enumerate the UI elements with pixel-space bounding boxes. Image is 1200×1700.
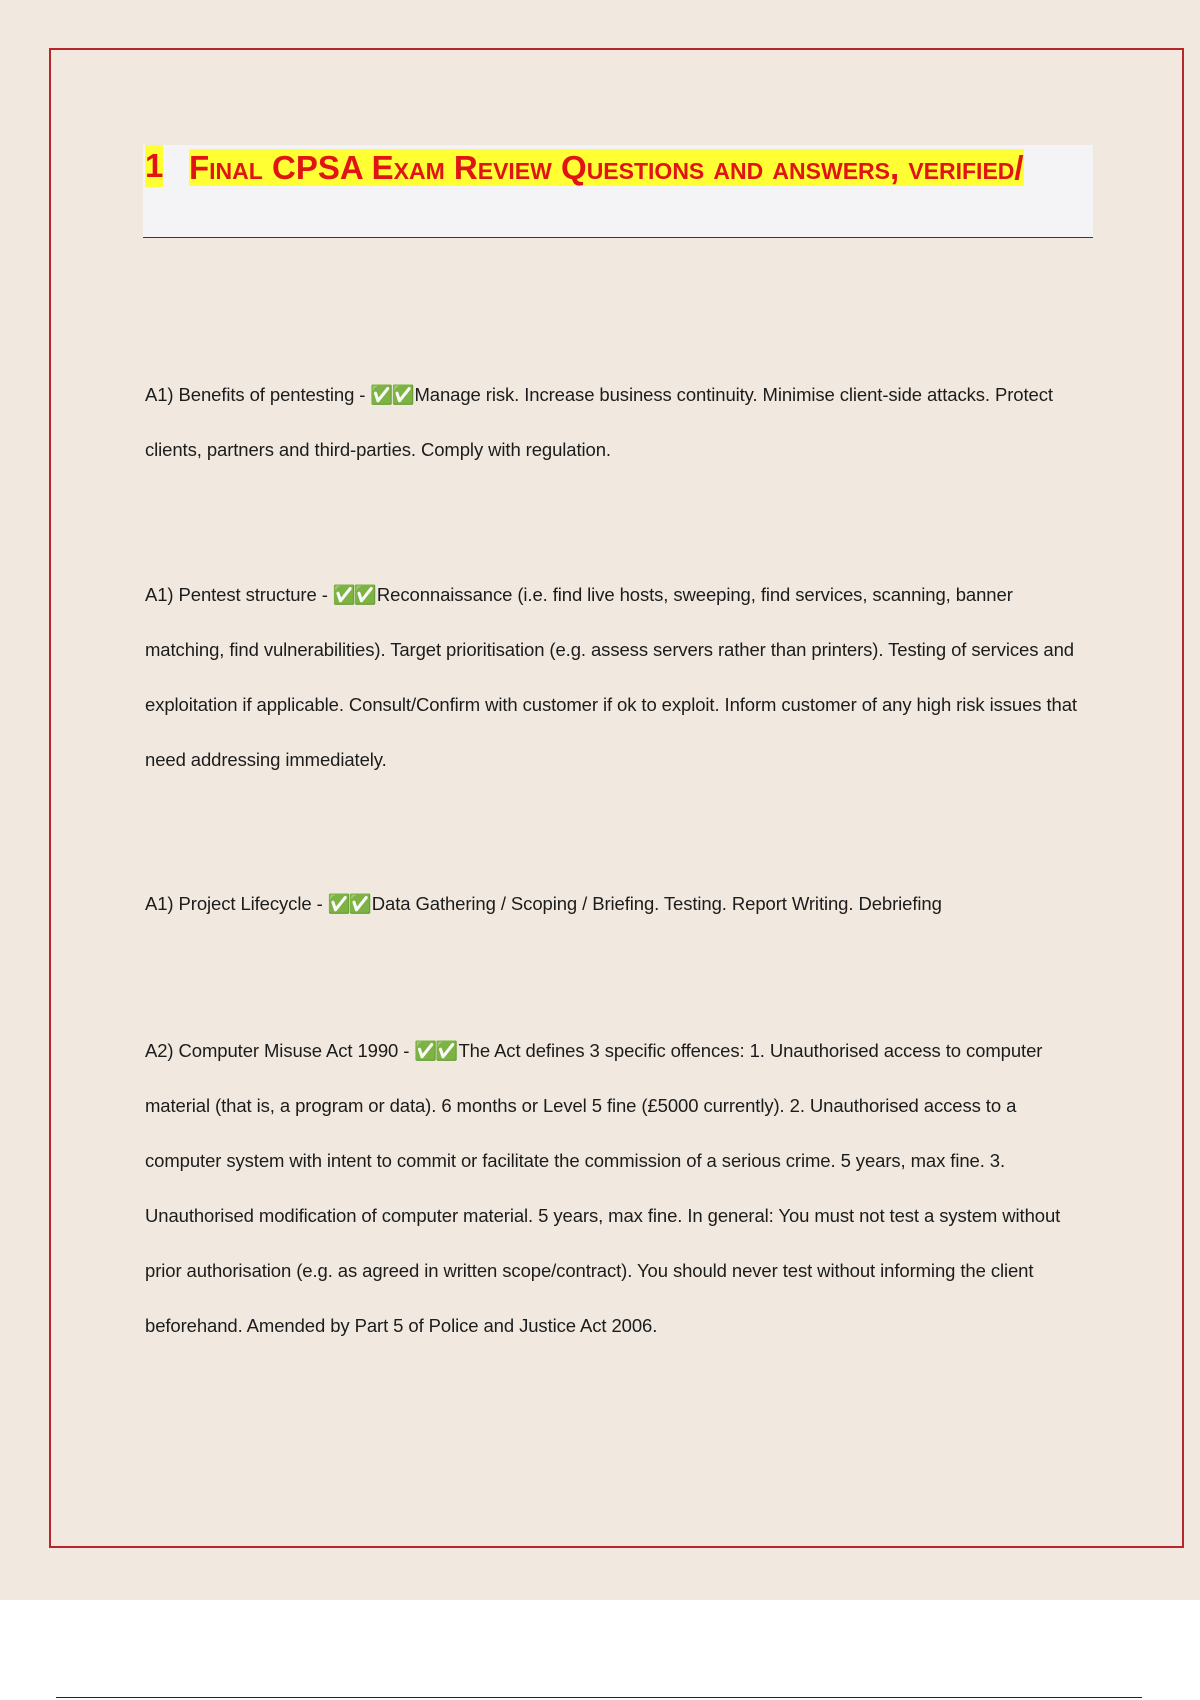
entry-answer: Manage risk. Increase business continuity. Minimise client-side attacks. Protect clients, partners and third-parties. Comply with regulation. (145, 384, 1053, 460)
heading-number: 1 (145, 145, 163, 187)
entry-pentest-structure (145, 567, 1090, 787)
entry-benefits-of-pentesting (145, 367, 1090, 477)
entry-answer: Data Gathering / Scoping / Briefing. Testing. Report Writing. Debriefing (371, 893, 942, 914)
document-title (189, 145, 1069, 190)
double-check-icon: ✅✅ (332, 584, 375, 605)
entry-answer: The Act defines 3 specific offences: 1. Unauthorised access to computer material (that is, a program or data). 6 months or Level 5 fine (£5000 currently). 2. Unauthorised access to a computer system with intent to commit or facilitate the commission of a serious crime. 5 years, max fine. 3. Unauthorised modification of computer material. 5 years, max fine. In general: You must not test a system without prior authorisation (e.g. as agreed in written scope/contract). You should never test without informing the client beforehand. Amended by Part 5 of Police and Justice Act 2006. (145, 1040, 1061, 1336)
entry-prefix: A2) Computer Misuse Act 1990 - (145, 1040, 410, 1061)
double-check-icon: ✅✅ (370, 384, 413, 405)
entry-prefix: A1) Pentest structure - (145, 584, 328, 605)
entry-computer-misuse-act (145, 1023, 1090, 1353)
entry-project-lifecycle (145, 876, 1090, 931)
entry-prefix: A1) Benefits of pentesting - (145, 384, 366, 405)
entry-answer: Reconnaissance (i.e. find live hosts, sweeping, find services, scanning, banner matching, find vulnerabilities). Target prioritisation (e.g. assess servers rather than printers). Testing of services and exploitation if applicable. Consult/Confirm with customer if ok to exploit. Inform customer of any high risk issues that need addressing immediately. (145, 584, 1077, 770)
footer-rule (56, 1697, 1142, 1698)
double-check-icon: ✅✅ (327, 893, 370, 914)
entry-prefix: A1) Project Lifecycle - (145, 893, 323, 914)
document-title-text: Final CPSA Exam Review Questions and answers, verified/ (189, 149, 1024, 186)
double-check-icon: ✅✅ (414, 1040, 457, 1061)
